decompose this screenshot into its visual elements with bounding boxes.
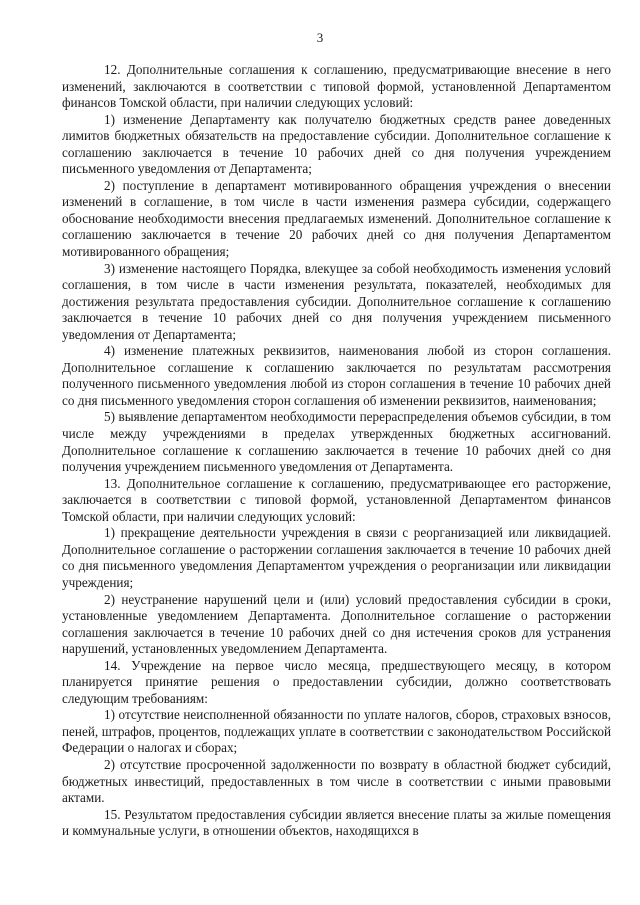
clause-13-item-1: 1) прекращение деятельности учреждения в связи с реорганизацией или ликвидацией. Дополнительное соглашение о расторжении соглашения заключается в течение 10 рабочих дней со дня письменного уведомления Департаментом учреждения о реорганизации или ликвидации учреждения; (62, 525, 611, 590)
clause-12-item-1: 1) изменение Департаменту как получателю бюджетных средств ранее доведенных лимитов бюджетных обязательств на предоставление субсидии. Дополнительное соглашение к соглашению заключается в течение 10 рабочих дней со дня получения учреждением письменного уведомления от Департамента; (62, 111, 611, 177)
clause-12-item-2: 2) поступление в департамент мотивированного обращения учреждения о внесении изменений в соглашение, в том числе в части изменения размера субсидии, содержащего обоснование необходимости внесения предлагаемых изменений. Дополнительное соглашение к соглашению заключается в течение 20 рабочих дней со дня получения Департаментом мотивированного обращения; (62, 177, 611, 260)
clause-12-item-4: 4) изменение платежных реквизитов, наименования любой из сторон соглашения. Дополнительное соглашение к соглашению заключается по результатам рассмотрения полученного письменного уведомления любой из сторон соглашения в течение 10 рабочих дней со дня письменного уведомления сторон соглашения об изменении реквизитов, наименования; (62, 343, 611, 408)
clause-14-item-1: 1) отсутствие неисполненной обязанности по уплате налогов, сборов, страховых взносов, пеней, штрафов, процентов, подлежащих уплате в соответствии с законодательством Российской Федерации о налогах и сборах; (62, 707, 611, 756)
clause-12: 12. Дополнительные соглашения к соглашению, предусматривающие внесение в него изменений, заключаются в соответствии с типовой формой, установленной Департаментом финансов Томской области, при наличии следующих условий: (62, 62, 611, 111)
page-number: 3 (316, 30, 324, 45)
clause-14-item-2: 2) отсутствие просроченной задолженности по возврату в областной бюджет субсидий, бюджетных инвестиций, предоставленных в том числе в соответствии с иными правовыми актами. (62, 756, 611, 806)
clause-13-item-2: 2) неустранение нарушений цели и (или) условий предоставления субсидии в сроки, установленные уведомлением Департамента. Дополнительное соглашение о расторжении соглашения заключается в течение 10 рабочих дней со дня истечения сроков для устранения нарушений, установленных уведомлением Департамента. (62, 591, 611, 657)
clause-15: 15. Результатом предоставления субсидии является внесение платы за жилые помещения и коммунальные услуги, в отношении объектов, находящихся в (62, 806, 611, 839)
document-body (62, 62, 611, 840)
clause-12-item-5: 5) выявление департаментом необходимости перераспределения объемов субсидии, в том числе между учреждениями в пределах утвержденных бюджетных ассигнований. Дополнительное соглашение к соглашению заключается в течение 10 рабочих дней со дня получения учреждением письменного уведомления от Департамента. (62, 409, 611, 475)
clause-12-item-3: 3) изменение настоящего Порядка, влекущее за собой необходимость изменения условий соглашения, в том числе в части изменения результата, показателей, необходимых для достижения результата предоставления субсидии. Дополнительное соглашение к соглашению заключается в течение 10 рабочих дней со дня получения учреждением письменного уведомления от Департамента; (62, 260, 611, 342)
clause-13: 13. Дополнительное соглашение к соглашению, предусматривающее его расторжение, заключается в соответствии с типовой формой, установленной Департаментом финансов Томской области, при наличии следующих условий: (62, 475, 611, 524)
clause-14: 14. Учреждение на первое число месяца, предшествующего месяцу, в котором планируется принятие решения о предоставлении субсидии, должно соответствовать следующим требованиям: (62, 657, 611, 706)
